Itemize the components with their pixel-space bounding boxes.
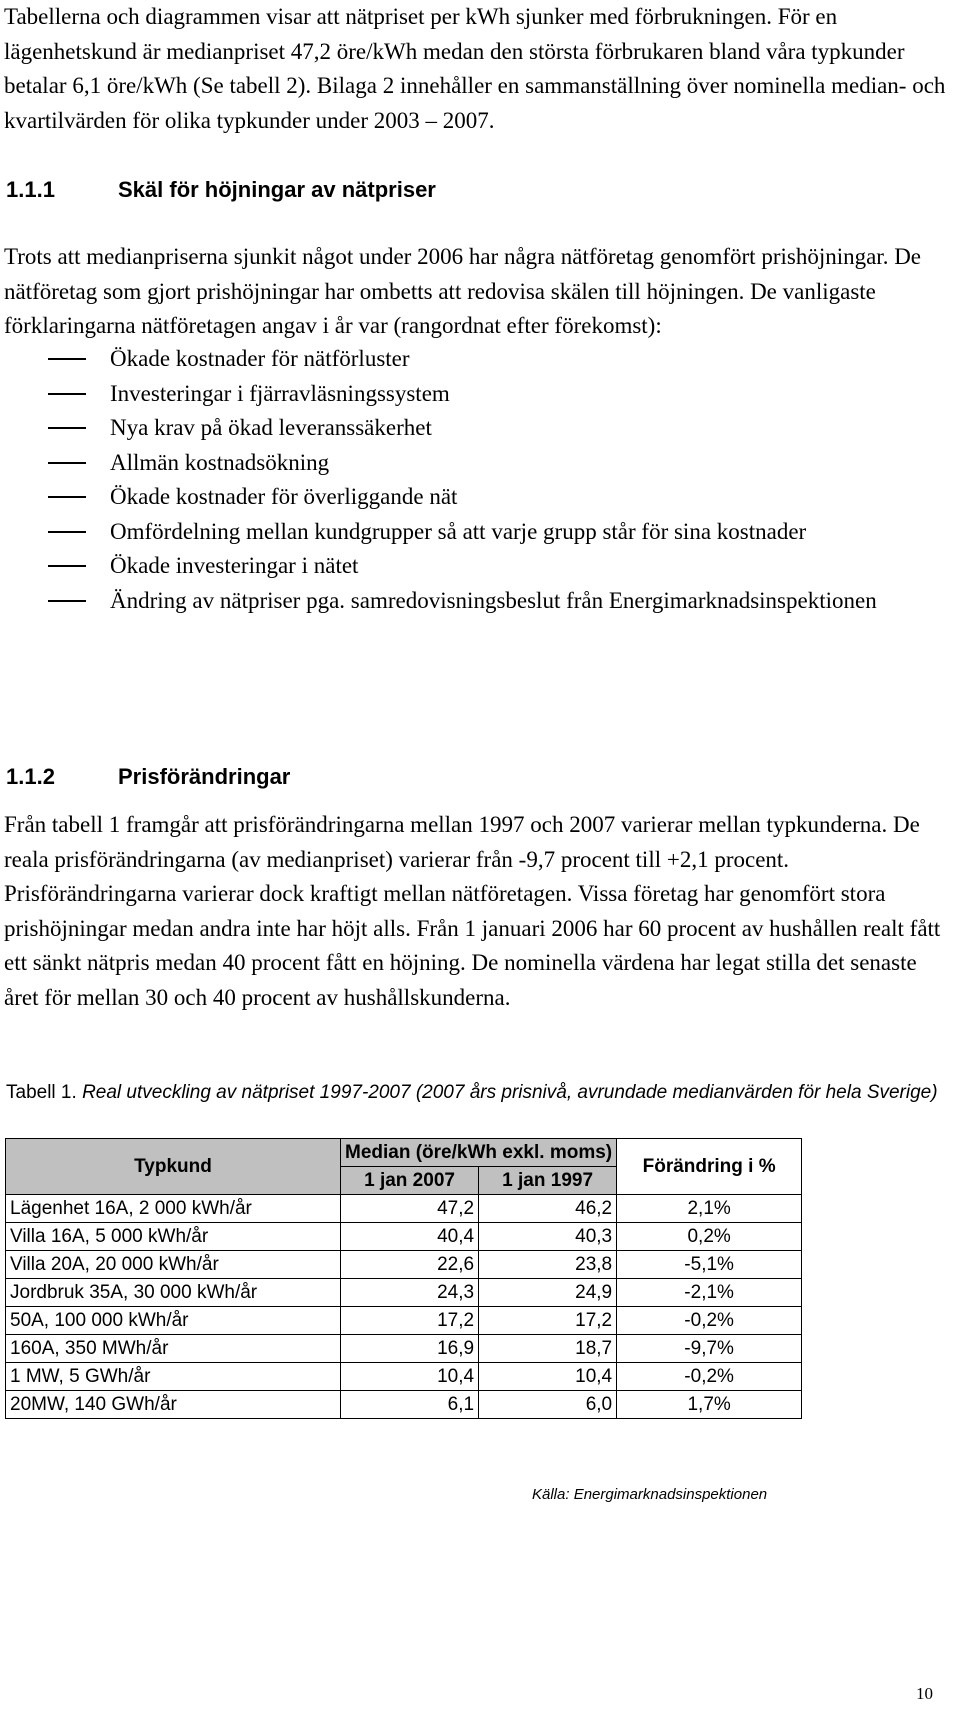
list-item <box>0 515 950 550</box>
list-item <box>0 549 950 584</box>
page-number: 10 <box>916 1684 933 1703</box>
list-item <box>0 411 950 446</box>
cell-change: -0,2% <box>617 1307 802 1335</box>
cell-1997: 17,2 <box>479 1307 617 1335</box>
dash-bullet-icon <box>48 600 86 602</box>
cell-type: 20MW, 140 GWh/år <box>6 1391 341 1419</box>
section-number: 1.1.2 <box>6 764 55 789</box>
table-caption-label: Tabell 1. <box>6 1082 77 1103</box>
header-type: Typkund <box>6 1139 341 1195</box>
table-caption-text: Real utveckling av nätpriset 1997-2007 (2007 års prisnivå, avrundade medianvärden för hela Sverige) <box>82 1082 938 1103</box>
list-item-text: Ökade kostnader för överliggande nät <box>110 484 458 509</box>
dash-bullet-icon <box>48 565 86 567</box>
cell-change: 2,1% <box>617 1195 802 1223</box>
table-caption <box>6 1080 946 1105</box>
section-number: 1.1.1 <box>6 177 55 202</box>
cell-2007: 6,1 <box>341 1391 479 1419</box>
section-title: Prisförändringar <box>118 764 291 789</box>
cell-2007: 24,3 <box>341 1279 479 1307</box>
table-row <box>6 1195 802 1223</box>
cell-type: Jordbruk 35A, 30 000 kWh/år <box>6 1279 341 1307</box>
price-change-paragraph: Från tabell 1 framgår att prisförändringarna mellan 1997 och 2007 varierar mellan typkunderna. De reala prisförändringarna (av medianpriset) varierar från -9,7 procent till +2,1 procent. Prisförändringarna varierar dock kraftigt mellan nätföretagen. Vissa företag har genomfört stora prishöjningar medan andra inte har höjt alls. Från 1 januari 2006 har 60 procent av hushållen realt fått ett sänkt nätpris medan 40 procent fått en höjning. De nominella värdena har legat stilla det senaste året för mellan 30 och 40 procent av hushållskunderna. <box>4 812 941 1010</box>
price-table <box>5 1138 802 1419</box>
section-heading-prisforandringar <box>6 763 290 791</box>
cell-change: -9,7% <box>617 1335 802 1363</box>
list-item-text: Allmän kostnadsökning <box>110 449 330 475</box>
reasons-list <box>0 342 960 618</box>
header-2007: 1 jan 2007 <box>341 1167 479 1195</box>
header-1997: 1 jan 1997 <box>479 1167 617 1195</box>
cell-type: 50A, 100 000 kWh/år <box>6 1307 341 1335</box>
cell-1997: 46,2 <box>479 1195 617 1223</box>
list-item-text: Ökade kostnader för nätförluster <box>110 346 410 371</box>
cell-2007: 16,9 <box>341 1335 479 1363</box>
cell-type: 1 MW, 5 GWh/år <box>6 1363 341 1391</box>
cell-1997: 6,0 <box>479 1391 617 1419</box>
list-item-text: Ökade investeringar i nätet <box>110 553 359 578</box>
table-row <box>6 1279 802 1307</box>
table-row <box>6 1335 802 1363</box>
list-item <box>0 480 950 515</box>
dash-bullet-icon <box>48 393 86 395</box>
table-source: Källa: Energimarknadsinspektionen <box>532 1486 768 1503</box>
intro-paragraph: Tabellerna och diagrammen visar att nätpriset per kWh sjunker med förbrukningen. För en lägenhetskund är medianpriset 47,2 öre/kWh medan den största förbrukaren bland våra typkunder betalar 6,1 öre/kWh (Se tabell 2). Bilaga 2 innehåller en sammanställning över nominella median- och kvartilvärden för olika typkunder under 2003 – 2007. <box>4 4 946 133</box>
cell-1997: 40,3 <box>479 1223 617 1251</box>
cell-change: -0,2% <box>617 1363 802 1391</box>
cell-type: Villa 20A, 20 000 kWh/år <box>6 1251 341 1279</box>
dash-bullet-icon <box>48 531 86 533</box>
table-row <box>6 1391 802 1419</box>
list-item <box>0 446 950 481</box>
cell-change: 0,2% <box>617 1223 802 1251</box>
cell-2007: 47,2 <box>341 1195 479 1223</box>
list-item-text: Nya krav på ökad leveranssäkerhet <box>110 415 432 440</box>
reasons-paragraph: Trots att medianpriserna sjunkit något under 2006 har några nätföretag genomfört prishöjningar. De nätföretag som gjort prishöjningar har ombetts att redovisa skälen till höjningen. De vanligaste förklaringarna nätföretagen angav i år var (rangordnat efter förekomst): <box>4 244 922 338</box>
cell-1997: 18,7 <box>479 1335 617 1363</box>
dash-bullet-icon <box>48 496 86 498</box>
header-median: Median (öre/kWh exkl. moms) <box>341 1139 617 1167</box>
table-row <box>6 1223 802 1251</box>
list-item-text: Investeringar i fjärravläsningssystem <box>110 380 450 406</box>
table-row <box>6 1363 802 1391</box>
list-item-text: Ändring av nätpriser pga. samredovisningsbeslut från Energimarknadsinspektionen <box>110 587 877 613</box>
cell-1997: 10,4 <box>479 1363 617 1391</box>
cell-change: -5,1% <box>617 1251 802 1279</box>
cell-change: -2,1% <box>617 1279 802 1307</box>
cell-2007: 40,4 <box>341 1223 479 1251</box>
cell-2007: 10,4 <box>341 1363 479 1391</box>
cell-type: Lägenhet 16A, 2 000 kWh/år <box>6 1195 341 1223</box>
cell-type: Villa 16A, 5 000 kWh/år <box>6 1223 341 1251</box>
cell-2007: 22,6 <box>341 1251 479 1279</box>
cell-1997: 23,8 <box>479 1251 617 1279</box>
dash-bullet-icon <box>48 462 86 464</box>
cell-change: 1,7% <box>617 1391 802 1419</box>
dash-bullet-icon <box>48 358 86 360</box>
header-change: Förändring i % <box>617 1139 802 1195</box>
section-title: Skäl för höjningar av nätpriser <box>118 177 436 202</box>
table-row <box>6 1251 802 1279</box>
list-item <box>0 377 950 412</box>
list-item <box>0 584 950 619</box>
dash-bullet-icon <box>48 427 86 429</box>
cell-1997: 24,9 <box>479 1279 617 1307</box>
cell-type: 160A, 350 MWh/år <box>6 1335 341 1363</box>
list-item <box>0 342 950 377</box>
table-row <box>6 1307 802 1335</box>
cell-2007: 17,2 <box>341 1307 479 1335</box>
section-heading-skal <box>6 176 436 204</box>
list-item-text: Omfördelning mellan kundgrupper så att varje grupp står för sina kostnader <box>110 518 807 544</box>
